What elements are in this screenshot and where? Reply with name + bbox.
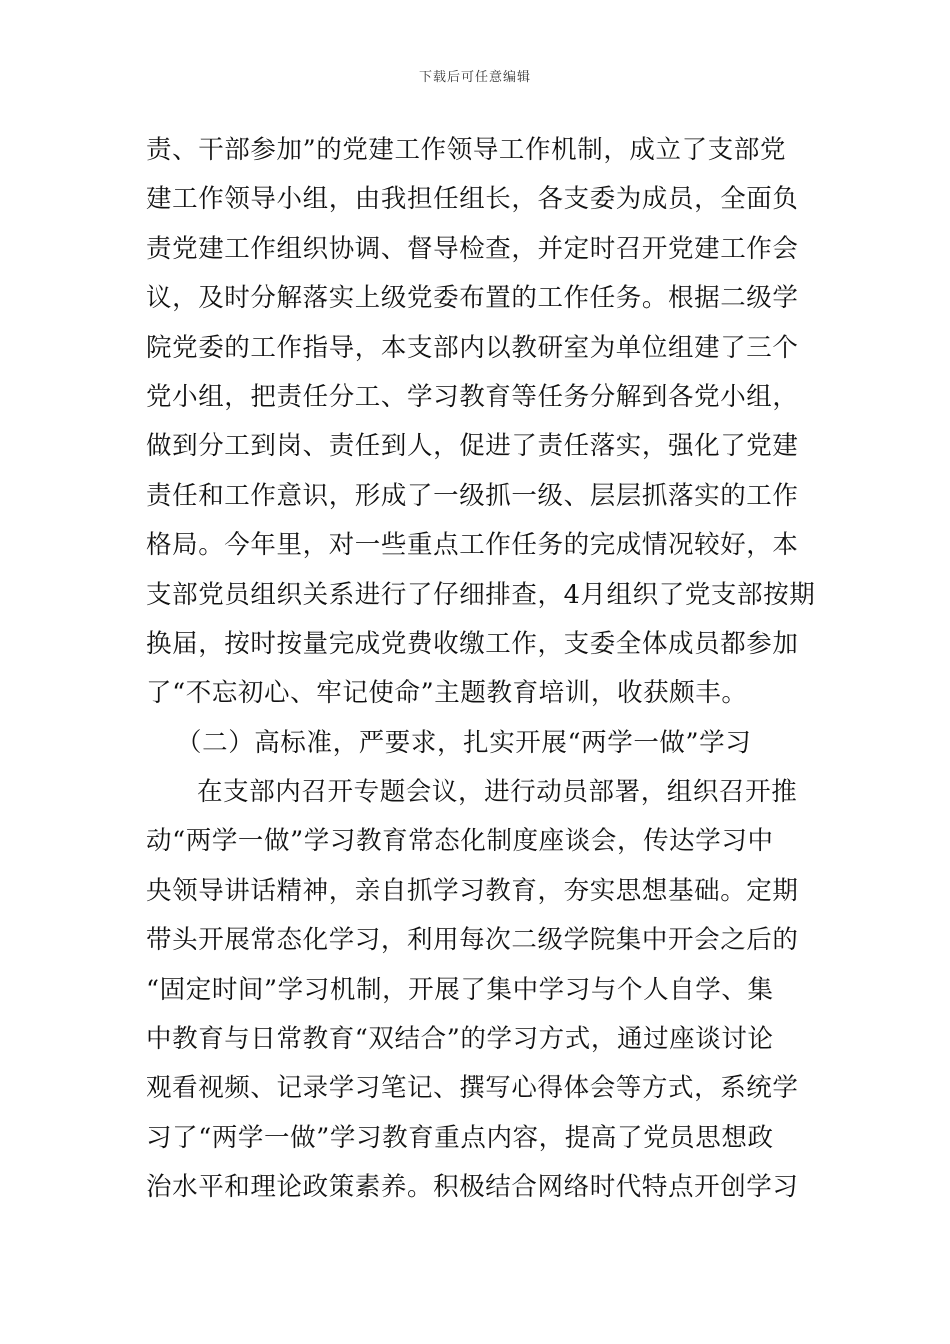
text-line: 中教育与日常教育“双结合”的学习方式，通过座谈讨论 [146,1024,774,1055]
text-line: 责任和工作意识，形成了一级抓一级、层层抓落实的工作 [146,480,799,511]
text-line: 格局。今年里，对一些重点工作任务的完成情况较好，本 [146,530,799,561]
text-line: 央领导讲话精神，亲自抓学习教育，夯实思想基础。定期 [146,875,799,906]
text-line: 习了“两学一做”学习教育重点内容，提高了党员思想政 [146,1122,774,1153]
text-line: 观看视频、记录学习笔记、撰写心得体会等方式，系统学 [146,1073,799,1104]
document-body [146,126,826,1213]
text-line: 责党建工作组织协调、督导检查，并定时召开党建工作会 [146,233,799,264]
text-line: 责、干部参加”的党建工作领导工作机制，成立了支部党 [146,135,787,165]
text-line: 做到分工到岗、责任到人，促进了责任落实，强化了党建 [146,431,799,462]
text-line: 动“两学一做”学习教育常态化制度座谈会，传达学习中 [146,826,774,857]
paragraph-first-line: 在支部内召开专题会议，进行动员部署，组织召开推 [197,777,798,808]
section-heading: （二）高标准，严要求，扎实开展“两学一做”学习 [176,727,752,758]
text-line: 建工作领导小组，由我担任组长，各支委为成员，全面负 [146,184,799,215]
text-line: 院党委的工作指导，本支部内以教研室为单位组建了三个 [146,332,799,363]
text-line: 支部党员组织关系进行了仔细排查，4月组织了党支部按期 [146,579,816,610]
text-line: 议，及时分解落实上级党委布置的工作任务。根据二级学 [146,283,799,314]
page-header-note: 下载后可任意编辑 [418,70,531,85]
text-line: “固定时间”学习机制，开展了集中学习与个人自学、集 [146,974,774,1005]
text-line: 带头开展常态化学习，利用每次二级学院集中开会之后的 [146,925,799,956]
text-line: 党小组，把责任分工、学习教育等任务分解到各党小组， [146,381,799,412]
text-line: 治水平和理论政策素养。积极结合网络时代特点开创学习 [146,1172,799,1203]
text-line: 换届，按时按量完成党费收缴工作，支委全体成员都参加 [146,628,799,659]
text-line: 了“不忘初心、牢记使命”主题教育培训，收获颇丰。 [146,678,748,709]
